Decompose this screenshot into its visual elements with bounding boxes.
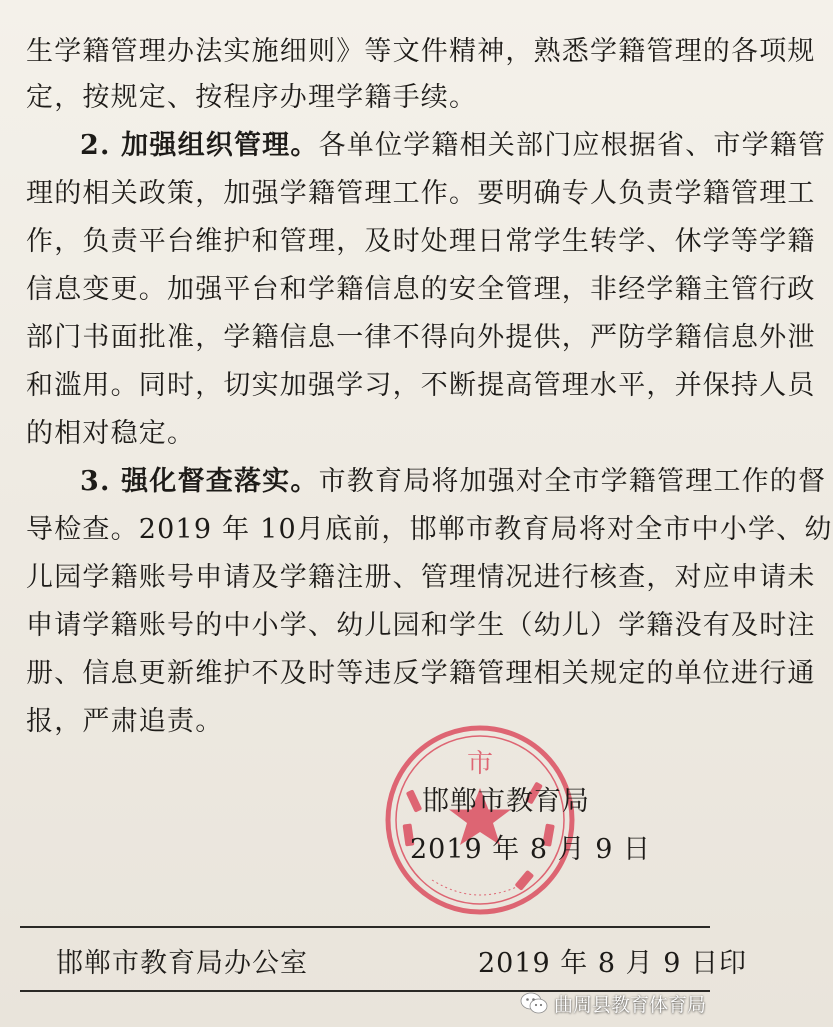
signature-organization: 邯郸市教育局: [422, 786, 590, 817]
section-2-line-3: 作，负责平台维护和管理，及时处理日常学生转学、休学等学籍: [26, 226, 816, 257]
seal-serial-band: [432, 880, 530, 895]
section-3-line-5: 册、信息更新维护不及时等违反学籍管理相关规定的单位进行通: [26, 658, 816, 689]
section-3-first-line: [80, 464, 827, 500]
section-2-first-line-text: 各单位学籍相关部门应根据省、市学籍管: [318, 130, 827, 161]
intro-line-1: 生学籍管理办法实施细则》等文件精神，熟悉学籍管理的各项规: [26, 36, 816, 67]
account-watermark: [520, 986, 706, 1020]
seal-center-char: 市: [466, 749, 494, 779]
section-2-line-6: 和滥用。同时，切实加强学习，不断提高管理水平，并保持人员: [26, 370, 816, 401]
section-2-line-5: 部门书面批准，学籍信息一律不得向外提供，严防学籍信息外泄: [26, 322, 816, 353]
intro-line-2: 定，按规定、按程序办理学籍手续。: [26, 82, 478, 113]
watermark-account-name: 曲周县教育体育局: [554, 993, 707, 1016]
section-2-first-line: [80, 128, 827, 164]
section-2-line-2: 理的相关政策，加强学籍管理工作。要明确专人负责学籍管理工: [26, 178, 816, 209]
section-3-first-line-text: 市教育局将加强对全市学籍管理工作的督: [318, 466, 827, 497]
footer-office-name: 邯郸市教育局办公室: [56, 948, 308, 979]
section-3-line-3: 儿园学籍账号申请及学籍注册、管理情况进行核查，对应申请未: [26, 562, 816, 593]
section-3-line-4: 申请学籍账号的中小学、幼儿园和学生（幼儿）学籍没有及时注: [26, 610, 816, 641]
section-3-line-2: 导检查。2019 年 10月底前，邯郸市教育局将对全市中小学、幼: [26, 514, 833, 545]
section-2-heading: 2. 加强组织管理。: [80, 130, 319, 161]
section-2-line-4: 信息变更。加强平台和学籍信息的安全管理，非经学籍主管行政: [26, 274, 816, 305]
footer-top-rule: [20, 926, 710, 928]
footer-print-date: 2019 年 8 月 9 日印: [478, 948, 747, 979]
section-3-line-6: 报，严肃追责。: [26, 706, 224, 737]
official-seal-stamp: [380, 720, 580, 920]
wechat-icon: [520, 991, 548, 1015]
section-2-line-7: 的相对稳定。: [26, 418, 196, 449]
signature-date: 2019 年 8 月 9 日: [410, 834, 651, 865]
section-3-heading: 3. 强化督查落实。: [80, 466, 319, 497]
